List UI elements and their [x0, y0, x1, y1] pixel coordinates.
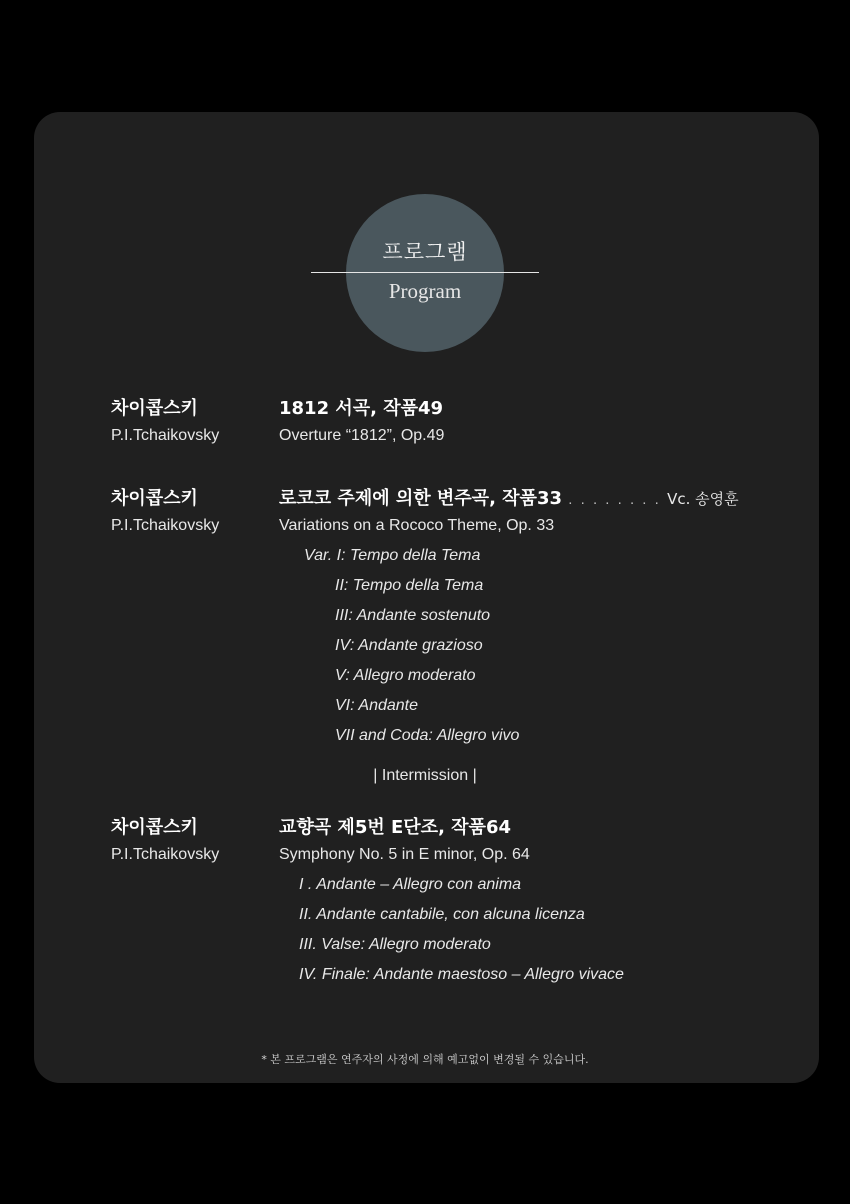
program-title-korean: 프로그램	[382, 240, 468, 264]
movement-item: III. Valse: Allegro moderato	[299, 936, 491, 953]
work-title-english: Overture “1812”, Op.49	[279, 427, 445, 444]
movement-item: III: Andante sostenuto	[335, 607, 491, 624]
intermission-label: | Intermission |	[373, 767, 477, 784]
work-title-text: 로코코 주제에 의한 변주곡, 작품33	[279, 488, 562, 509]
work-title-korean: 1812 서곡, 작품49	[279, 398, 444, 419]
composer-korean: 차이콥스키	[111, 817, 198, 838]
program-title-english: Program	[388, 279, 462, 303]
composer-english: P.I.Tchaikovsky	[111, 517, 220, 534]
movement-item: II: Tempo della Tema	[335, 577, 484, 594]
composer-english: P.I.Tchaikovsky	[111, 427, 220, 444]
title-divider	[311, 272, 539, 273]
dot-leader: . . . . . . . .	[568, 491, 661, 508]
program-title-badge	[346, 194, 504, 352]
work-title-korean	[279, 484, 739, 510]
movement-item: IV: Andante grazioso	[335, 637, 483, 654]
program-footnote: * 본 프로그램은 연주자의 사정에 의해 예고없이 변경될 수 있습니다.	[261, 1053, 589, 1066]
soloist-credit: Vc. 송영훈	[667, 490, 739, 508]
movement-item: II. Andante cantabile, con alcuna licenza	[299, 906, 585, 923]
movement-item: V: Allegro moderato	[335, 667, 476, 684]
composer-korean: 차이콥스키	[111, 488, 198, 509]
movement-item: Var. I: Tempo della Tema	[304, 547, 481, 564]
composer-korean: 차이콥스키	[111, 398, 198, 419]
movement-item: IV. Finale: Andante maestoso – Allegro vivace	[299, 966, 624, 983]
composer-english: P.I.Tchaikovsky	[111, 846, 220, 863]
movement-item: VI: Andante	[335, 697, 419, 714]
movement-item: VII and Coda: Allegro vivo	[335, 727, 520, 744]
work-title-english: Symphony No. 5 in E minor, Op. 64	[279, 846, 530, 863]
movement-item: I . Andante – Allegro con anima	[299, 876, 522, 893]
work-title-english: Variations on a Rococo Theme, Op. 33	[279, 517, 555, 534]
work-title-korean: 교향곡 제5번 E단조, 작품64	[279, 817, 511, 838]
